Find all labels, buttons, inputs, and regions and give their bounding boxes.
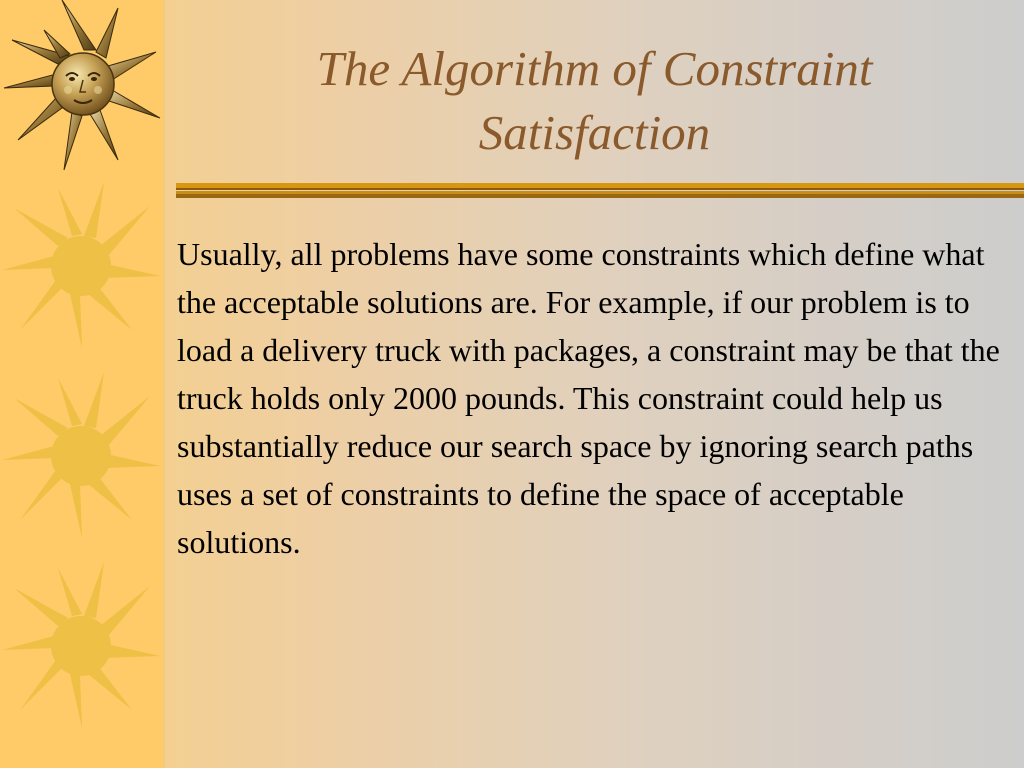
title-divider-rule [176, 181, 1024, 203]
slide-title-line-1: The Algorithm of Constraint [316, 41, 873, 96]
sun-icon [0, 560, 162, 730]
sun-icon [0, 370, 162, 540]
slide-body-text: Usually, all problems have some constraints which define what the acceptable solutions are. For example, if our problem is to load a delivery truck with packages, a constraint may be that the truck holds only 2000 pounds. This constraint could help us substantially reduce our search space by ignoring search paths uses a set of constraints to define the space of acceptable solutions. [177, 236, 1000, 560]
slide-title-line-2: Satisfaction [478, 105, 711, 160]
sun-icon [0, 180, 162, 350]
gold-face-sun-icon [0, 0, 162, 172]
slide-title [165, 37, 1024, 165]
